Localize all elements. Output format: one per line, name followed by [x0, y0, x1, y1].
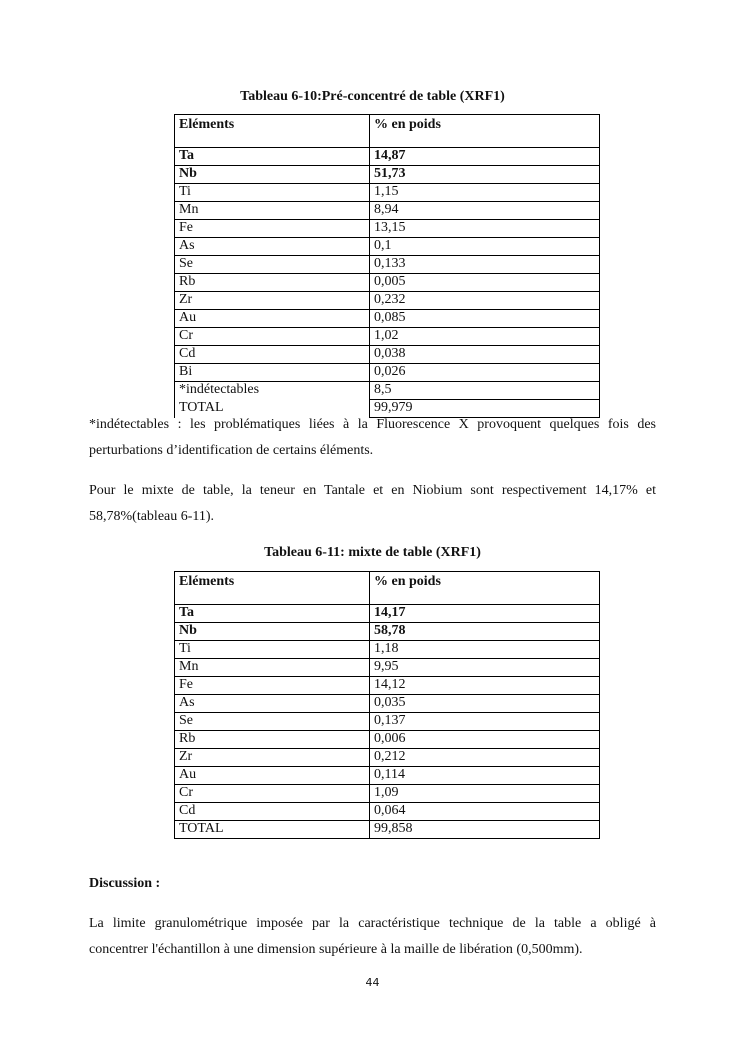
element-cell: As [175, 238, 370, 256]
element-cell: Ti [175, 184, 370, 202]
value-cell: 8,94 [370, 202, 600, 220]
table1-caption: Tableau 6-10:Pré-concentré de table (XRF1) [240, 89, 505, 104]
value-cell: 58,78 [370, 623, 600, 641]
table-row [175, 184, 600, 202]
table-row [175, 364, 600, 382]
element-cell: Zr [175, 292, 370, 310]
value-cell: 99,858 [370, 821, 600, 839]
element-cell: Cd [175, 346, 370, 364]
element-cell: Rb [175, 274, 370, 292]
discussion-heading: Discussion : [89, 876, 161, 891]
value-cell: 13,15 [370, 220, 600, 238]
table-row [175, 148, 600, 166]
table2 [174, 571, 600, 839]
column-header: % en poids [370, 115, 600, 148]
value-cell: 0,005 [370, 274, 600, 292]
table-row [175, 346, 600, 364]
element-cell: Nb [175, 166, 370, 184]
value-cell: 0,064 [370, 803, 600, 821]
value-cell: 8,5 [370, 382, 600, 400]
value-cell: 1,02 [370, 328, 600, 346]
note-line1: *indétectables : les problématiques liées à la Fluorescence X provoquent quelques fois des [89, 417, 656, 432]
value-cell: 0,114 [370, 767, 600, 785]
value-cell: 0,035 [370, 695, 600, 713]
page-number: 44 [365, 976, 380, 989]
value-cell: 1,15 [370, 184, 600, 202]
table-row [175, 659, 600, 677]
element-cell: Rb [175, 731, 370, 749]
element-cell: Fe [175, 220, 370, 238]
element-cell: TOTAL [175, 821, 370, 839]
table-row [175, 382, 600, 400]
table-row [175, 821, 600, 839]
element-cell: Se [175, 256, 370, 274]
paragraph-line1: Pour le mixte de table, la teneur en Tantale et en Niobium sont respectivement 14,17% et [89, 483, 656, 498]
value-cell: 9,95 [370, 659, 600, 677]
table-row [175, 623, 600, 641]
value-cell: 0,232 [370, 292, 600, 310]
table-row [175, 695, 600, 713]
element-cell: Au [175, 310, 370, 328]
element-cell: Bi [175, 364, 370, 382]
column-header: Eléments [175, 572, 370, 605]
table-row [175, 677, 600, 695]
value-cell: 0,133 [370, 256, 600, 274]
element-cell: Ti [175, 641, 370, 659]
table-row [175, 220, 600, 238]
value-cell: 99,979 [370, 400, 600, 418]
value-cell: 0,137 [370, 713, 600, 731]
table-row [175, 292, 600, 310]
value-cell: 14,17 [370, 605, 600, 623]
value-cell: 14,87 [370, 148, 600, 166]
table-row [175, 605, 600, 623]
element-cell: *indétectables [175, 382, 370, 400]
table-row [175, 310, 600, 328]
table-header-row [175, 115, 600, 148]
element-cell: Mn [175, 659, 370, 677]
table-row [175, 202, 600, 220]
table2-caption: Tableau 6-11: mixte de table (XRF1) [264, 545, 481, 560]
table-row [175, 713, 600, 731]
element-cell: Mn [175, 202, 370, 220]
value-cell: 0,085 [370, 310, 600, 328]
column-header: Eléments [175, 115, 370, 148]
table-row [175, 166, 600, 184]
discussion-line1: La limite granulométrique imposée par la caractéristique technique de la table a obligé à [89, 916, 656, 931]
element-cell: TOTAL [175, 400, 370, 418]
table1 [174, 114, 600, 418]
table-row [175, 256, 600, 274]
note-line2: perturbations d’identification de certains éléments. [89, 443, 374, 458]
table-row [175, 641, 600, 659]
value-cell: 1,18 [370, 641, 600, 659]
table-row [175, 803, 600, 821]
table-row [175, 731, 600, 749]
element-cell: Fe [175, 677, 370, 695]
paragraph-line2: 58,78%(tableau 6-11). [89, 509, 215, 524]
table-row [175, 274, 600, 292]
value-cell: 1,09 [370, 785, 600, 803]
element-cell: Ta [175, 605, 370, 623]
value-cell: 0,026 [370, 364, 600, 382]
element-cell: Zr [175, 749, 370, 767]
table-row [175, 767, 600, 785]
value-cell: 0,038 [370, 346, 600, 364]
value-cell: 0,006 [370, 731, 600, 749]
element-cell: Cr [175, 785, 370, 803]
table-row [175, 328, 600, 346]
value-cell: 14,12 [370, 677, 600, 695]
value-cell: 51,73 [370, 166, 600, 184]
table-row [175, 238, 600, 256]
element-cell: Ta [175, 148, 370, 166]
table-header-row [175, 572, 600, 605]
table-row [175, 749, 600, 767]
element-cell: As [175, 695, 370, 713]
element-cell: Nb [175, 623, 370, 641]
column-header: % en poids [370, 572, 600, 605]
value-cell: 0,212 [370, 749, 600, 767]
table-row [175, 785, 600, 803]
element-cell: Se [175, 713, 370, 731]
element-cell: Au [175, 767, 370, 785]
element-cell: Cd [175, 803, 370, 821]
element-cell: Cr [175, 328, 370, 346]
value-cell: 0,1 [370, 238, 600, 256]
discussion-line2: concentrer l'échantillon à une dimension supérieure à la maille de libération (0,500mm). [89, 942, 583, 957]
